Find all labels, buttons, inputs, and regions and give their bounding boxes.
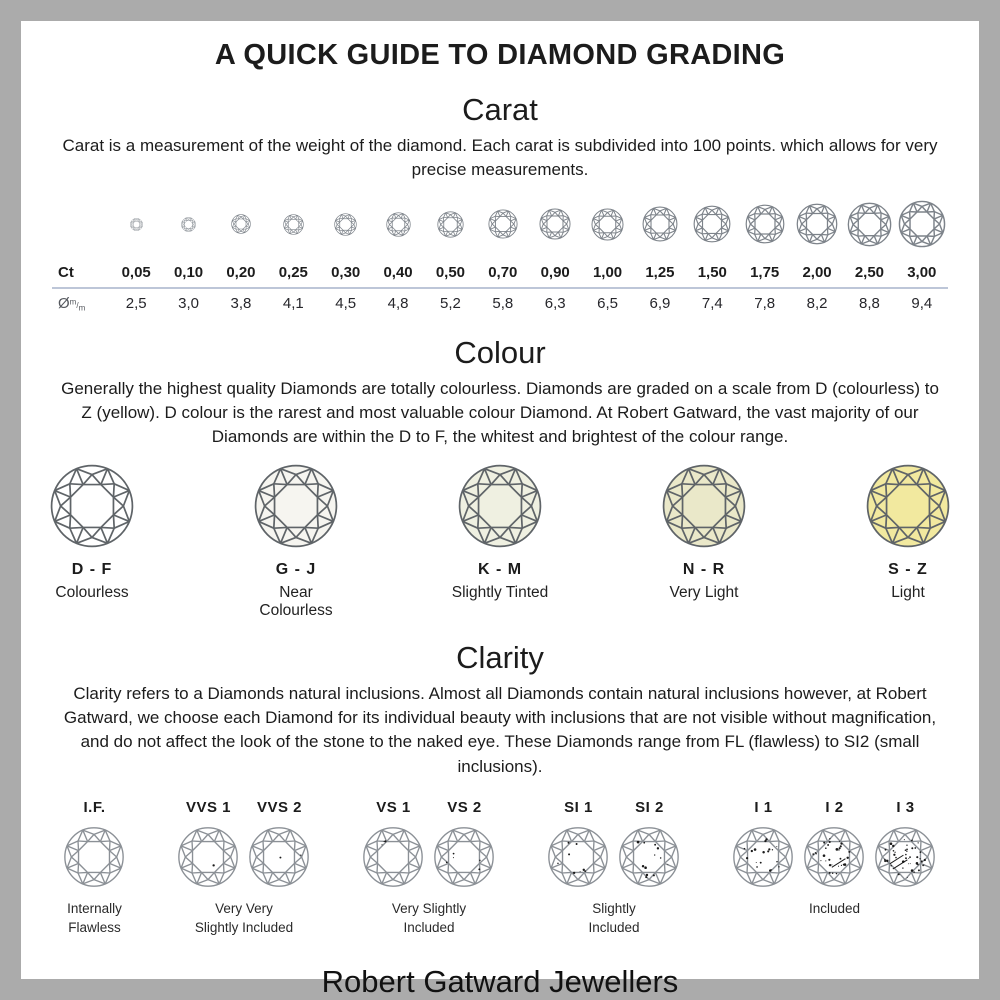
- carat-diameter-value: 6,9: [634, 287, 686, 315]
- diamond-icon: [642, 206, 678, 242]
- diamond-icon: [661, 463, 747, 549]
- colour-heading: Colour: [454, 334, 546, 370]
- carat-diameter-value: 7,4: [686, 287, 738, 315]
- clarity-grade-code: VS 2: [447, 798, 482, 816]
- diamond-icon: [898, 200, 946, 248]
- clarity-group-label: [362, 900, 497, 938]
- clarity-group: [177, 799, 312, 938]
- carat-diameter-value: 3,8: [215, 287, 267, 315]
- colour-grade-range: G - J: [275, 561, 317, 579]
- carat-ct-value: 0,30: [331, 264, 361, 282]
- carat-ct-value: 0,10: [173, 264, 204, 282]
- colour-grade: [445, 463, 555, 602]
- clarity-grade-code: VS 1: [376, 798, 411, 816]
- colour-diamond: [445, 463, 555, 549]
- clarity-grade: [63, 799, 127, 888]
- carat-diamond-cell: [267, 192, 319, 256]
- diamond-icon: [49, 463, 135, 549]
- clarity-group-label-line: Included: [588, 919, 640, 935]
- colour-grade-row: [21, 463, 979, 620]
- clarity-grade: [732, 799, 796, 888]
- clarity-group-label-line: Slightly Included: [194, 919, 294, 935]
- clarity-group-label: [177, 900, 312, 938]
- clarity-stones: [63, 799, 127, 888]
- clarity-grade: [803, 799, 867, 888]
- carat-diameter-value: 4,8: [372, 287, 424, 315]
- diamond-icon: [488, 209, 518, 239]
- brand-footer: Robert Gatward Jewellers: [321, 963, 679, 999]
- clarity-group: [547, 799, 682, 938]
- colour-grade-range: N - R: [682, 561, 726, 579]
- clarity-description: Clarity refers to a Diamonds natural inclusions. Almost all Diamonds contain natural inclusions however, at Robert Gatward, we choose each Diamond for its individual beauty with inclusions that are not visible without magnification, and do not affect the look of the stone to the naked eye. These Diamonds range from FL (flawless) to SI2 (small inclusions).: [63, 684, 937, 776]
- guide-page: [21, 21, 979, 999]
- clarity-grade-code: I 1: [754, 798, 773, 816]
- clarity-stones: [362, 799, 497, 888]
- carat-ct-value: 1,75: [750, 264, 780, 282]
- clarity-stones: [547, 799, 682, 888]
- carat-diamond-cell: [110, 192, 162, 256]
- diamond-icon: [865, 463, 951, 549]
- diamond-icon: [181, 217, 196, 232]
- clarity-heading: Clarity: [456, 640, 544, 676]
- clarity-group-label-line: Very Slightly: [391, 900, 467, 916]
- carat-ct-value: 1,25: [645, 264, 675, 282]
- clarity-group-label: [547, 900, 682, 938]
- colour-diamond: [37, 463, 147, 549]
- carat-diameter-value: 6,5: [581, 287, 633, 315]
- page-title: A QUICK GUIDE TO DIAMOND GRADING: [214, 39, 786, 71]
- carat-ct-value: 2,00: [802, 264, 832, 282]
- diamond-icon: [248, 826, 310, 888]
- colour-grade-label: Light: [891, 584, 925, 602]
- colour-grade-label: Near Colourless: [259, 584, 333, 620]
- diamond-icon: [253, 463, 339, 549]
- clarity-grade-code: VVS 2: [256, 798, 303, 816]
- carat-ct-value: 0,90: [540, 264, 570, 282]
- clarity-group-label-line: Included: [403, 919, 455, 935]
- diamond-icon: [283, 214, 304, 235]
- carat-diamond-cell: [791, 192, 843, 256]
- diamond-icon: [547, 826, 609, 888]
- diamond-icon: [362, 826, 424, 888]
- diamond-icon: [874, 826, 936, 888]
- carat-ct-value: 0,20: [226, 264, 256, 282]
- carat-diameter-value: 7,8: [739, 287, 791, 315]
- carat-diamond-cell: [581, 192, 633, 256]
- clarity-grade-code: VVS 1: [185, 798, 232, 816]
- clarity-grade-row: [21, 799, 979, 938]
- carat-diameter-value: 9,4: [896, 287, 948, 315]
- diamond-icon: [334, 213, 357, 236]
- diamond-icon: [803, 826, 865, 888]
- colour-grade-range: K - M: [477, 561, 523, 579]
- carat-ct-value: 0,70: [488, 264, 518, 282]
- carat-ct-row-label: Ct: [58, 264, 74, 282]
- carat-ct-value: 2,50: [854, 264, 885, 282]
- carat-diameter-value: 8,8: [843, 287, 895, 315]
- clarity-grade: [248, 799, 312, 888]
- carat-ct-value: 1,00: [592, 264, 623, 282]
- diamond-icon: [693, 205, 731, 243]
- colour-section: [21, 335, 979, 620]
- clarity-grade: [874, 799, 938, 888]
- clarity-grade-code: SI 2: [635, 798, 664, 816]
- clarity-stones: [177, 799, 312, 888]
- carat-diamond-cell: [162, 192, 214, 256]
- carat-diameter-value: 3,0: [162, 287, 214, 315]
- diamond-icon: [796, 203, 838, 245]
- clarity-group: [63, 799, 127, 938]
- diamond-icon: [591, 208, 624, 241]
- carat-diameter-row-label: [52, 287, 110, 315]
- carat-diamond-cell: [843, 192, 895, 256]
- carat-ct-value: 3,00: [907, 264, 937, 282]
- diamond-icon: [732, 826, 794, 888]
- colour-grade: [37, 463, 147, 602]
- colour-diamond: [649, 463, 759, 549]
- carat-diamond-cell: [739, 192, 791, 256]
- diamond-icon: [177, 826, 239, 888]
- diameter-unit: m/m: [69, 297, 86, 313]
- diamond-icon: [437, 211, 464, 238]
- colour-grade-label: Colourless: [55, 584, 129, 602]
- clarity-grade: [547, 799, 611, 888]
- carat-heading: Carat: [462, 92, 538, 127]
- clarity-group-label-line: Internally: [67, 900, 122, 916]
- carat-diamond-cell: [896, 192, 948, 256]
- diamond-icon: [63, 826, 125, 888]
- diamond-icon: [847, 202, 892, 247]
- diamond-icon: [231, 214, 251, 234]
- clarity-grade: [177, 799, 241, 888]
- carat-diameter-value: 5,2: [424, 287, 476, 315]
- carat-diamond-cell: [424, 192, 476, 256]
- carat-diamond-cell: [215, 192, 267, 256]
- carat-diameter-value: 2,5: [110, 287, 162, 315]
- clarity-grade-code: SI 1: [564, 798, 593, 816]
- colour-grade: [649, 463, 759, 602]
- carat-diameter-value: 5,8: [477, 287, 529, 315]
- carat-size-chart: [52, 192, 948, 315]
- carat-diamond-cell: [320, 192, 372, 256]
- carat-diamond-cell: [529, 192, 581, 256]
- clarity-grade-code: I.F.: [83, 798, 106, 816]
- diamond-icon: [745, 204, 785, 244]
- clarity-group: [732, 799, 938, 919]
- clarity-group-label-line: Flawless: [68, 919, 121, 935]
- colour-diamond: [853, 463, 963, 549]
- carat-ct-value: 0,25: [278, 264, 308, 282]
- clarity-grade: [362, 799, 426, 888]
- clarity-group-label-line: Very Very: [215, 900, 273, 916]
- colour-grade: [241, 463, 351, 620]
- colour-grade-range: S - Z: [888, 561, 928, 579]
- diameter-symbol: Ø: [58, 295, 70, 313]
- clarity-section: [21, 640, 979, 937]
- carat-ct-value: 0,40: [383, 264, 413, 282]
- carat-description: Carat is a measurement of the weight of the diamond. Each carat is subdivided into 100 points. which allows for very precise measurements.: [62, 136, 938, 180]
- carat-ct-value: 1,50: [697, 264, 727, 282]
- carat-diameter-value: 6,3: [529, 287, 581, 315]
- diamond-icon: [433, 826, 495, 888]
- diamond-icon: [539, 208, 571, 240]
- clarity-stones: [732, 799, 938, 888]
- diamond-icon: [618, 826, 680, 888]
- carat-diamond-cell: [372, 192, 424, 256]
- colour-grade-label: Very Light: [669, 584, 739, 602]
- colour-grade: [853, 463, 963, 602]
- clarity-grade-code: I 2: [825, 798, 844, 816]
- clarity-group-label: [732, 900, 938, 919]
- diamond-icon: [457, 463, 543, 549]
- carat-diameter-value: 4,1: [267, 287, 319, 315]
- carat-diamond-row-spacer: [52, 192, 110, 256]
- colour-grade-label: Slightly Tinted: [451, 584, 549, 602]
- clarity-group-label: [63, 900, 127, 938]
- carat-diameter-value: 4,5: [320, 287, 372, 315]
- carat-ct-value: 0,05: [121, 264, 151, 282]
- clarity-group-label-line: Slightly: [592, 900, 636, 916]
- carat-diamond-cell: [634, 192, 686, 256]
- carat-section: [21, 92, 979, 315]
- carat-diamond-cell: [477, 192, 529, 256]
- carat-diameter-value: 8,2: [791, 287, 843, 315]
- colour-grade-range: D - F: [71, 561, 113, 579]
- clarity-grade-code: I 3: [896, 798, 915, 816]
- carat-ct-value: 0,50: [435, 264, 466, 282]
- clarity-group-label-line: Included: [808, 900, 861, 916]
- diamond-icon: [386, 212, 411, 237]
- carat-diamond-cell: [686, 192, 738, 256]
- colour-diamond: [241, 463, 351, 549]
- colour-description: Generally the highest quality Diamonds are totally colourless. Diamonds are graded on a scale from D (colourless) to Z (yellow). D colour is the rarest and most valuable colour Diamond. At Robert Gatward, the vast majority of our Diamonds are within the D to F, the whitest and brightest of the colour range.: [61, 378, 939, 447]
- diamond-icon: [130, 218, 143, 231]
- clarity-grade: [618, 799, 682, 888]
- clarity-grade: [433, 799, 497, 888]
- clarity-group: [362, 799, 497, 938]
